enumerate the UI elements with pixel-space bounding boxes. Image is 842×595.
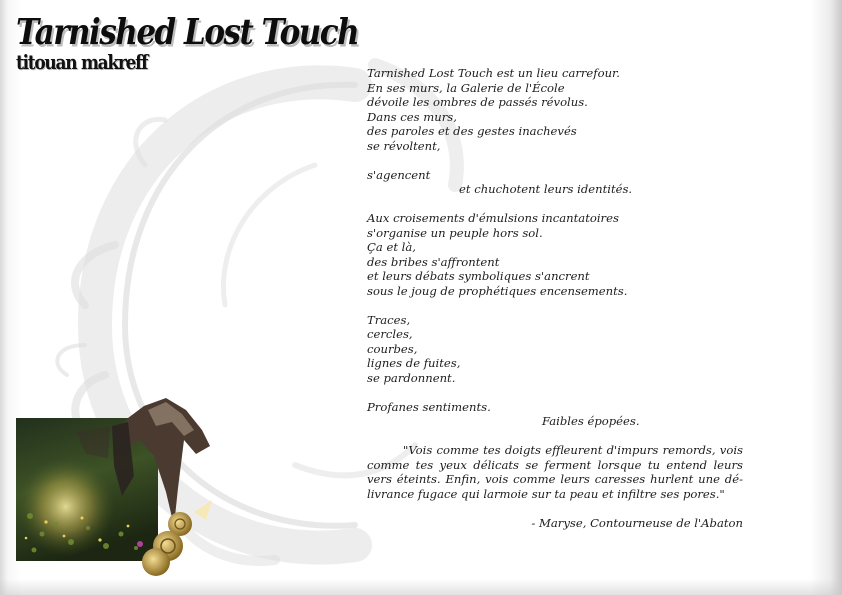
poem-line: des paroles et des gestes inachevés [367,124,577,138]
poem-line: sous le joug de prophétiques encensements. [367,283,628,298]
poem-line: et leurs débats symboliques s'ancrent [367,269,590,283]
poem-line: Aux croisements d'émulsions incantatoires [367,211,619,225]
poem-line: Traces, [367,312,411,327]
poem-line: s'organise un peuple hors sol. [367,225,543,240]
poem-line: se révoltent, [367,138,441,153]
poem-line: cercles, [367,327,413,341]
poem-line: s'agencent [367,167,431,182]
header [16,12,358,72]
quote-attribution: - Maryse, Contourneuse de l'Abaton [531,515,743,530]
artwork-image [16,396,216,578]
poem-line: Dans ces murs, [367,109,457,124]
poem-line: courbes, [367,341,418,356]
poem-line: Faibles épopées. [542,414,640,428]
poem-line: Tarnished Lost Touch est un lieu carrefour. [367,66,620,80]
poem-line: et chuchotent leurs identités. [459,182,633,196]
poem-quote: "Vois comme tes doigts effleurent d'impurs remords, vois comme tes yeux délicats se ferment lorsque tu entend leurs vers éteints. Enfin, vois comme leurs caresses hurlent une dé-livrance fugace qui larmoie sur ta peau et infiltre ses pores." [367,443,743,501]
poem-line: des bribes s'affrontent [367,254,500,269]
site-title: Tarnished Lost Touch [16,12,359,54]
poem-line: En ses murs, la Galerie de l'École [367,80,565,95]
poem-line: dévoile les ombres de passés révolus. [367,95,588,109]
bottom-shade [0,579,842,595]
poem-line: Ça et là, [367,240,416,254]
poem-line: lignes de fuites, [367,356,461,370]
poem [367,66,747,530]
poem-line: se pardonnent. [367,370,456,385]
poem-line: Profanes sentiments. [367,399,491,414]
author-name: titouan makreff [16,50,148,74]
